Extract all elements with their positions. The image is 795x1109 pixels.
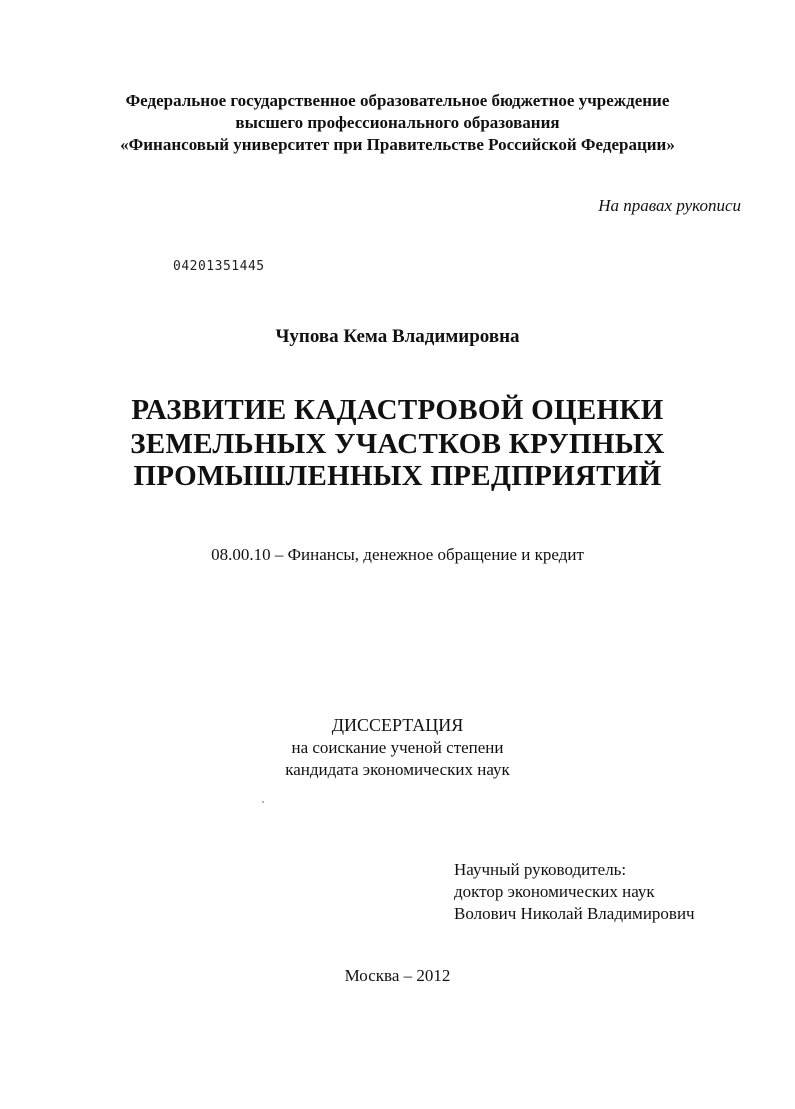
title-line-3: ПРОМЫШЛЕННЫХ ПРЕДПРИЯТИЙ (133, 460, 662, 492)
author-name: Чупова Кема Владимировна (275, 326, 520, 347)
place-year: Москва – 2012 (344, 966, 451, 985)
manuscript-note: На правах рукописи (598, 196, 741, 215)
catalog-number: 04201351445 (173, 259, 265, 274)
dissertation-heading: ДИССЕРТАЦИЯ (331, 715, 464, 735)
scan-speck (262, 801, 264, 803)
title-line-1: РАЗВИТИЕ КАДАСТРОВОЙ ОЦЕНКИ (131, 394, 664, 426)
specialty-code: 08.00.10 – Финансы, денежное обращение и кредит (211, 545, 584, 564)
institution-line-3: «Финансовый университет при Правительстве Российской Федерации» (120, 135, 675, 154)
title-line-2: ЗЕМЕЛЬНЫХ УЧАСТКОВ КРУПНЫХ (130, 428, 665, 460)
supervisor-label: Научный руководитель: (454, 860, 627, 879)
supervisor-degree: доктор экономических наук (454, 882, 655, 901)
supervisor-name: Волович Николай Владимирович (454, 904, 695, 923)
institution-line-1: Федеральное государственное образовательное бюджетное учреждение (125, 91, 670, 110)
dissertation-degree-line-2: кандидата экономических наук (285, 760, 510, 779)
institution-line-2: высшего профессионального образования (235, 113, 560, 132)
dissertation-degree-line-1: на соискание ученой степени (291, 738, 504, 757)
